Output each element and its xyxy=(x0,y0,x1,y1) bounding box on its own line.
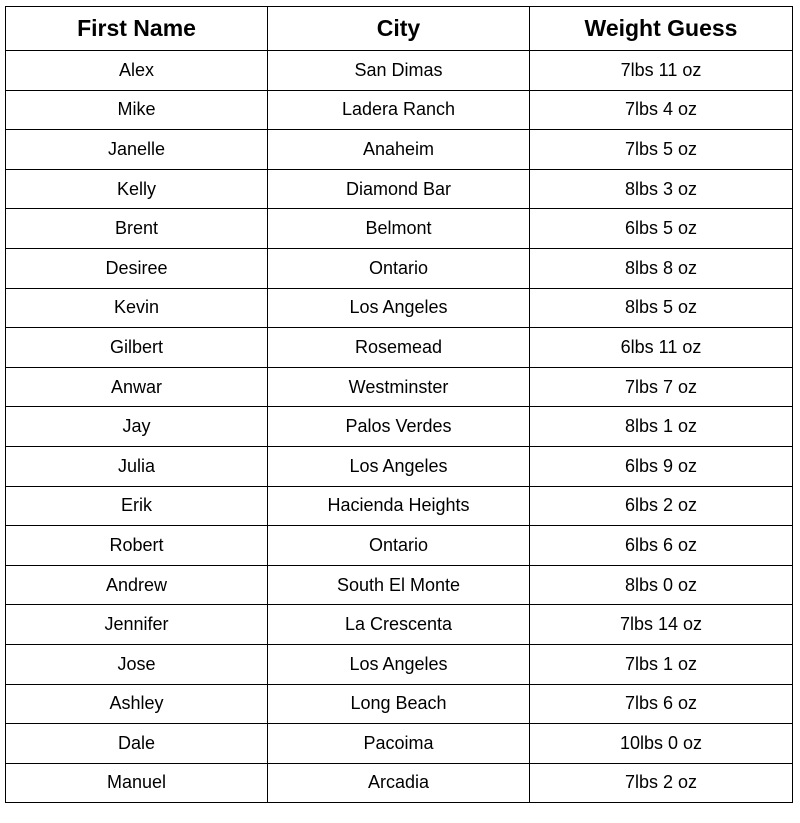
table-row xyxy=(6,367,793,407)
table-row xyxy=(6,644,793,684)
cell-weight-guess: 6lbs 11 oz xyxy=(530,328,793,368)
cell-city: Diamond Bar xyxy=(268,169,530,209)
table-row xyxy=(6,565,793,605)
cell-first-name: Manuel xyxy=(6,763,268,803)
cell-weight-guess: 6lbs 5 oz xyxy=(530,209,793,249)
cell-weight-guess: 7lbs 4 oz xyxy=(530,90,793,130)
cell-city: La Crescenta xyxy=(268,605,530,645)
cell-city: Hacienda Heights xyxy=(268,486,530,526)
table-row xyxy=(6,209,793,249)
cell-city: Pacoima xyxy=(268,724,530,764)
table-row xyxy=(6,526,793,566)
table-row xyxy=(6,684,793,724)
cell-city: Long Beach xyxy=(268,684,530,724)
table-row xyxy=(6,605,793,645)
cell-weight-guess: 10lbs 0 oz xyxy=(530,724,793,764)
cell-weight-guess: 8lbs 3 oz xyxy=(530,169,793,209)
cell-first-name: Desiree xyxy=(6,248,268,288)
cell-first-name: Brent xyxy=(6,209,268,249)
cell-city: Palos Verdes xyxy=(268,407,530,447)
cell-city: South El Monte xyxy=(268,565,530,605)
cell-weight-guess: 7lbs 14 oz xyxy=(530,605,793,645)
table-row xyxy=(6,169,793,209)
table-row xyxy=(6,407,793,447)
cell-first-name: Andrew xyxy=(6,565,268,605)
cell-weight-guess: 7lbs 1 oz xyxy=(530,644,793,684)
cell-weight-guess: 7lbs 2 oz xyxy=(530,763,793,803)
header-first-name: First Name xyxy=(6,7,268,51)
cell-city: Anaheim xyxy=(268,130,530,170)
cell-first-name: Erik xyxy=(6,486,268,526)
cell-city: Rosemead xyxy=(268,328,530,368)
cell-weight-guess: 7lbs 6 oz xyxy=(530,684,793,724)
cell-weight-guess: 8lbs 0 oz xyxy=(530,565,793,605)
weight-guess-table xyxy=(5,6,793,803)
cell-first-name: Jennifer xyxy=(6,605,268,645)
cell-city: Belmont xyxy=(268,209,530,249)
table-row xyxy=(6,130,793,170)
header-city: City xyxy=(268,7,530,51)
cell-first-name: Kelly xyxy=(6,169,268,209)
cell-city: Arcadia xyxy=(268,763,530,803)
cell-first-name: Jay xyxy=(6,407,268,447)
table-body xyxy=(6,51,793,803)
cell-first-name: Jose xyxy=(6,644,268,684)
cell-weight-guess: 6lbs 9 oz xyxy=(530,446,793,486)
cell-city: San Dimas xyxy=(268,51,530,91)
cell-city: Los Angeles xyxy=(268,446,530,486)
cell-weight-guess: 6lbs 6 oz xyxy=(530,526,793,566)
table-row xyxy=(6,486,793,526)
cell-weight-guess: 7lbs 7 oz xyxy=(530,367,793,407)
cell-first-name: Mike xyxy=(6,90,268,130)
header-weight-guess: Weight Guess xyxy=(530,7,793,51)
cell-weight-guess: 7lbs 5 oz xyxy=(530,130,793,170)
cell-first-name: Janelle xyxy=(6,130,268,170)
table-row xyxy=(6,763,793,803)
cell-first-name: Dale xyxy=(6,724,268,764)
cell-first-name: Alex xyxy=(6,51,268,91)
cell-first-name: Gilbert xyxy=(6,328,268,368)
table-row xyxy=(6,446,793,486)
cell-weight-guess: 6lbs 2 oz xyxy=(530,486,793,526)
cell-first-name: Julia xyxy=(6,446,268,486)
table-row xyxy=(6,288,793,328)
cell-weight-guess: 7lbs 11 oz xyxy=(530,51,793,91)
cell-city: Westminster xyxy=(268,367,530,407)
table-row xyxy=(6,248,793,288)
cell-weight-guess: 8lbs 5 oz xyxy=(530,288,793,328)
cell-first-name: Ashley xyxy=(6,684,268,724)
table-row xyxy=(6,51,793,91)
cell-first-name: Kevin xyxy=(6,288,268,328)
table-row xyxy=(6,724,793,764)
cell-weight-guess: 8lbs 8 oz xyxy=(530,248,793,288)
cell-city: Los Angeles xyxy=(268,288,530,328)
cell-weight-guess: 8lbs 1 oz xyxy=(530,407,793,447)
cell-first-name: Anwar xyxy=(6,367,268,407)
cell-first-name: Robert xyxy=(6,526,268,566)
cell-city: Los Angeles xyxy=(268,644,530,684)
header-row xyxy=(6,7,793,51)
cell-city: Ontario xyxy=(268,248,530,288)
table-header xyxy=(6,7,793,51)
cell-city: Ontario xyxy=(268,526,530,566)
cell-city: Ladera Ranch xyxy=(268,90,530,130)
table-row xyxy=(6,328,793,368)
table-row xyxy=(6,90,793,130)
